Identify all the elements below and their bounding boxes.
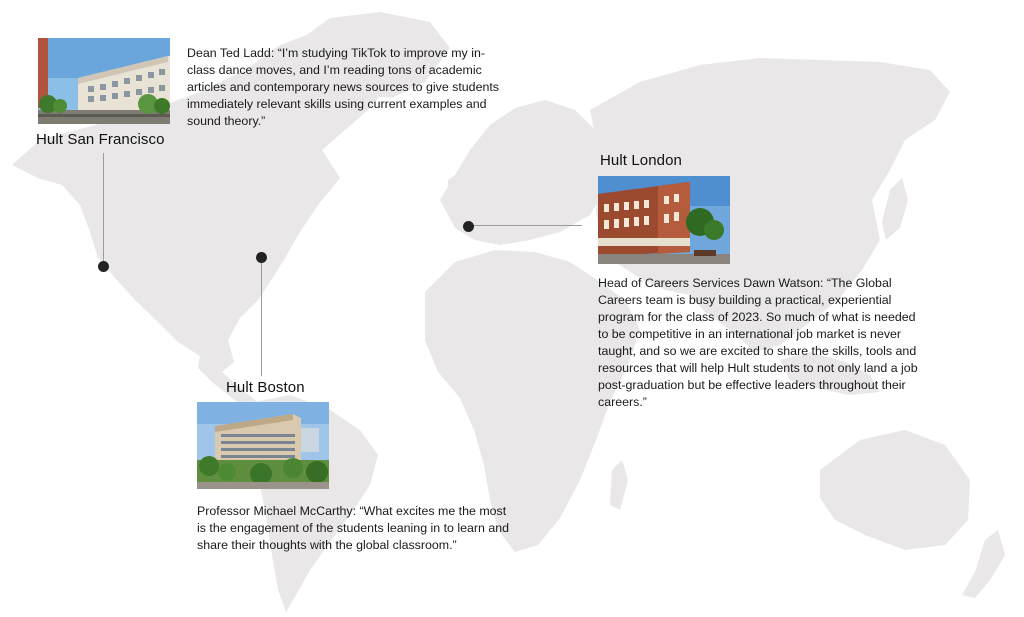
madagascar-landmass [610,460,628,510]
photo-san-francisco-campus [38,38,170,124]
campus-title-boston: Hult Boston [226,379,305,396]
japan-landmass [882,178,908,240]
campus-title-san-francisco: Hult San Francisco [36,131,165,148]
marker-boston [256,252,267,263]
connector-line-boston [261,262,262,376]
quote-san-francisco: Dean Ted Ladd: “I’m studying TikTok to improve my in-class dance moves, and I’m reading tons of academic articles and contemporary news sources to give students immediately relevant skills using current examples and sound theory.” [187,46,499,128]
marker-san-francisco [98,261,109,272]
connector-line-sf [103,153,104,265]
quote-london: Head of Careers Services Dawn Watson: “The Global Careers team is busy building a practical, experiential program for the class of 2023. So much of what is needed to be competitive in an international job market is never taught, and so we are excited to share the skills, tools and resources that will help Hult students to not only land a job post-graduation but be effective leaders throughout their careers.” [598,276,918,409]
campus-title-london: Hult London [600,152,682,169]
photo-london-campus [598,176,730,264]
marker-london [463,221,474,232]
photo-boston-campus [197,402,329,489]
connector-line-london [470,225,582,226]
australia-landmass [820,430,970,550]
quote-boston: Professor Michael McCarthy: “What excites me the most is the engagement of the students leaning in to learn and share their thoughts with the global classroom.” [197,504,510,552]
new-zealand-landmass [962,530,1005,598]
